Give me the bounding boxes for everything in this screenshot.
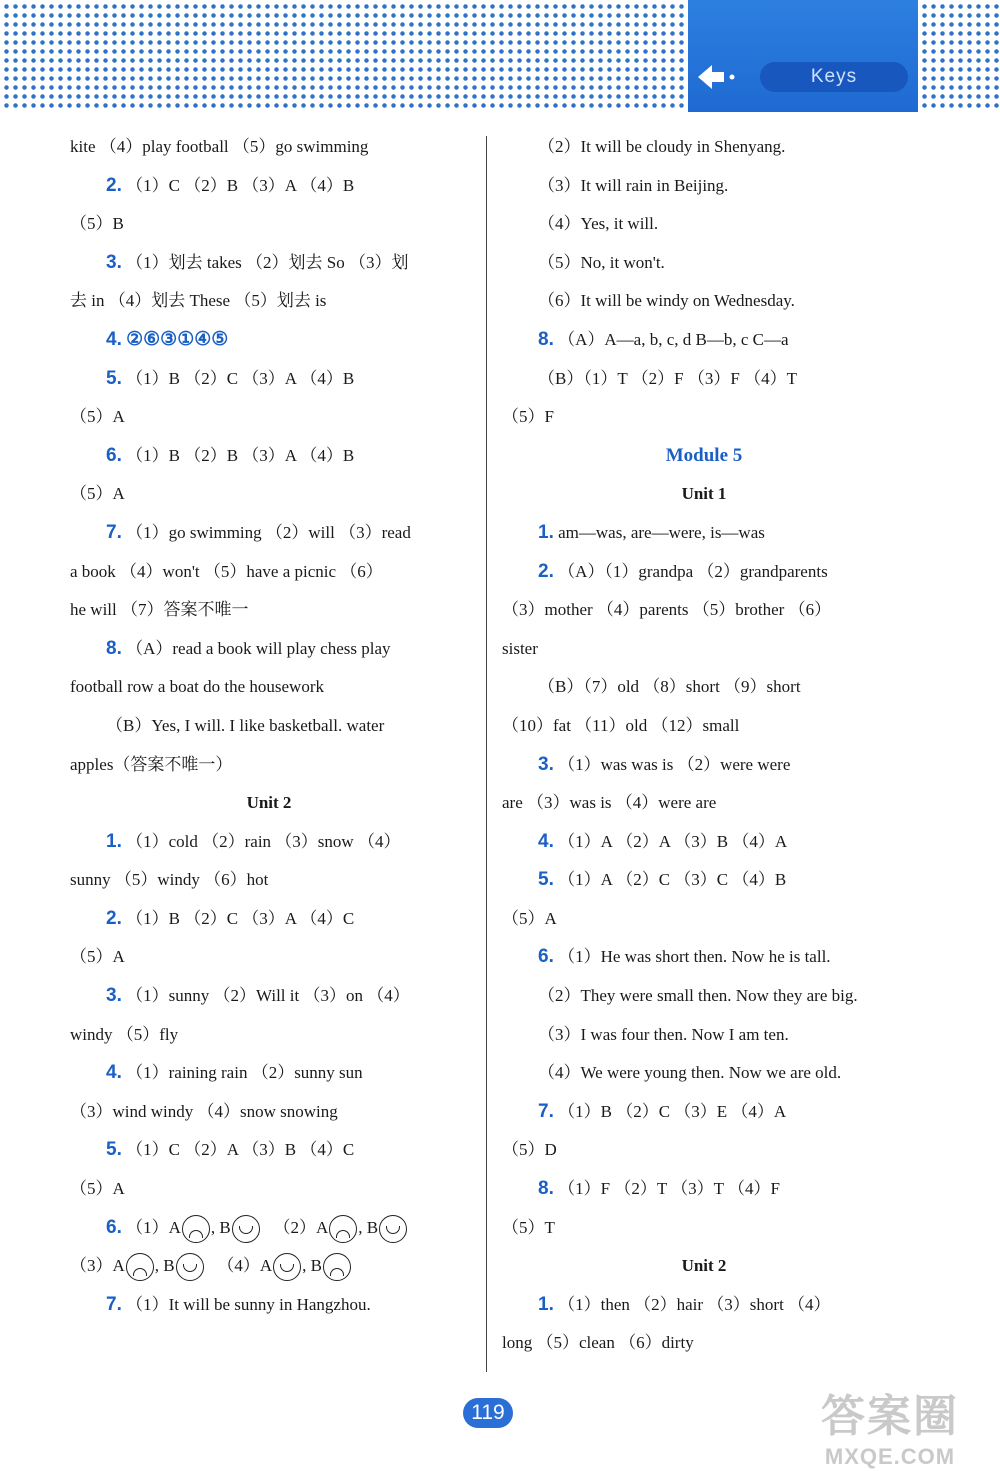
question-number: 2. xyxy=(106,907,122,929)
answer-line: （4）Yes, it will. xyxy=(538,214,659,234)
answer-line: sunny （5）windy （6）hot xyxy=(70,870,269,890)
watermark xyxy=(790,1380,990,1468)
answer-text: （1）B （2）C （3）E （4）A xyxy=(558,1101,787,1121)
right-column xyxy=(502,128,906,1363)
question-number: 5. xyxy=(106,367,122,389)
answer-text: am—was, are—were, is—was xyxy=(558,522,765,542)
sad-face-icon xyxy=(323,1253,351,1281)
happy-face-icon xyxy=(379,1215,407,1243)
happy-face-icon xyxy=(176,1253,204,1281)
question-number: 4. xyxy=(538,830,554,852)
answer-line xyxy=(70,1131,468,1170)
answer-text: （1）was was is （2）were were xyxy=(558,754,791,774)
answer-text: （1）A （2）C （3）C （4）B xyxy=(558,870,787,890)
question-number: 7. xyxy=(106,521,122,543)
answer-line xyxy=(70,1209,468,1248)
answer-line xyxy=(70,437,468,476)
answer-line: （2）They were small then. Now they are big. xyxy=(538,986,858,1006)
answer-text: , B xyxy=(154,1256,175,1276)
answer-text: （1）A xyxy=(126,1217,181,1237)
sad-face-icon xyxy=(182,1215,210,1243)
answer-text: （1）It will be sunny in Hangzhou. xyxy=(126,1294,371,1314)
question-number: 6. xyxy=(106,444,122,466)
question-number: 3. xyxy=(106,985,122,1007)
left-arrow-icon xyxy=(696,62,736,92)
answer-line: （B）（1）T （2）F （3）F （4）T xyxy=(538,368,797,388)
question-number: 1. xyxy=(106,830,122,852)
answer-line xyxy=(502,1170,906,1209)
answer-text: （1）B （2）B （3）A （4）B xyxy=(126,445,355,465)
question-number: 5. xyxy=(538,869,554,891)
watermark-logo-text: 答案圈 xyxy=(821,1392,959,1441)
answer-line xyxy=(70,630,468,669)
answer-line xyxy=(502,553,906,592)
answer-text: （1）B （2）C （3）A （4）B xyxy=(126,368,355,388)
answer-line: （5）B xyxy=(70,214,124,234)
answer-line xyxy=(70,360,468,399)
answer-text: （1）sunny （2）Will it （3）on （4） xyxy=(126,986,410,1006)
answer-line: （4）We were young then. Now we are old. xyxy=(538,1063,842,1083)
answer-line: football row a boat do the housework xyxy=(70,677,324,697)
answer-line: （5）A xyxy=(70,947,125,967)
answer-line xyxy=(70,244,468,283)
answer-line: （B）（7）old （8）short （9）short xyxy=(538,677,801,697)
watermark-url: MXQE.COM xyxy=(824,1444,956,1469)
answer-line xyxy=(502,1093,906,1132)
answer-line xyxy=(70,900,468,939)
answer-text: , B xyxy=(358,1217,379,1237)
answer-text: （1）go swimming （2）will （3）read xyxy=(126,522,411,542)
answer-line: （3）mother （4）parents （5）brother （6） xyxy=(502,600,832,620)
answer-line: （3）It will rain in Beijing. xyxy=(538,175,729,195)
answer-text: （A）read a book will play chess play xyxy=(126,638,391,658)
answer-line xyxy=(502,321,906,360)
answer-line: （6）It will be windy on Wednesday. xyxy=(538,291,795,311)
question-number: 3. xyxy=(538,753,554,775)
answer-text: （4）A xyxy=(217,1256,273,1276)
answer-line: windy （5）fly xyxy=(70,1024,179,1044)
unit-heading: Unit 2 xyxy=(246,793,292,813)
question-number: 1. xyxy=(538,1293,554,1315)
answer-line: （3）wind windy （4）snow snowing xyxy=(70,1101,338,1121)
answer-line: （5）A xyxy=(70,407,125,427)
answer-text: （1）He was short then. Now he is tall. xyxy=(558,947,831,967)
answer-text: , B xyxy=(210,1217,231,1237)
question-number: 8. xyxy=(538,1178,554,1200)
answer-line xyxy=(70,1247,468,1286)
answer-text: （1）F （2）T （3）T （4）F xyxy=(558,1179,780,1199)
answer-line: （5）No, it won't. xyxy=(538,252,665,272)
answer-line xyxy=(502,938,906,977)
answer-text: （A）（1）grandpa （2）grandparents xyxy=(558,561,828,581)
answer-line: long （5）clean （6）dirty xyxy=(502,1333,694,1353)
answer-line xyxy=(502,514,906,553)
answer-line: （5）F xyxy=(502,407,554,427)
happy-face-icon xyxy=(232,1215,260,1243)
question-number: 4. xyxy=(106,328,122,350)
answer-line xyxy=(70,823,468,862)
question-number: 2. xyxy=(538,560,554,582)
sad-face-icon xyxy=(329,1215,357,1243)
answer-line: kite （4）play football （5）go swimming xyxy=(70,137,369,156)
header-banner xyxy=(688,0,918,112)
answer-text: （1）C （2）A （3）B （4）C xyxy=(126,1140,355,1160)
answer-line xyxy=(502,746,906,785)
answer-line xyxy=(70,321,468,360)
answer-text: （1）raining rain （2）sunny sun xyxy=(126,1063,363,1083)
keys-label: Keys xyxy=(760,62,908,92)
answer-line: sister xyxy=(502,638,538,658)
answer-line: （5）A xyxy=(70,1179,125,1199)
column-divider xyxy=(486,136,487,1372)
answer-line: （5）A xyxy=(502,908,557,928)
question-number: 2. xyxy=(106,174,122,196)
unit-heading: Unit 1 xyxy=(681,484,727,504)
question-number: 5. xyxy=(106,1139,122,1161)
answer-line xyxy=(502,823,906,862)
answer-line: （10）fat （11）old （12）small xyxy=(502,715,740,735)
answer-text: （1）划去 takes （2）划去 So （3）划 xyxy=(126,252,409,272)
answer-line: （5）D xyxy=(502,1140,557,1160)
answer-line: a book （4）won't （5）have a picnic （6） xyxy=(70,561,383,581)
answer-line: （B）Yes, I will. I like basketball. water xyxy=(106,715,385,735)
answer-text: （1）cold （2）rain （3）snow （4） xyxy=(126,831,401,851)
answer-line: are （3）was is （4）were are xyxy=(502,793,717,813)
answer-line: （5）T xyxy=(502,1217,555,1237)
question-number: 7. xyxy=(106,1293,122,1315)
header-dot-pattern-right xyxy=(918,0,1000,112)
answer-line xyxy=(502,1286,906,1325)
answer-line: apples（答案不唯一） xyxy=(70,754,233,774)
question-number: 6. xyxy=(538,946,554,968)
header-dot-pattern xyxy=(0,0,688,112)
answer-text: （2）A xyxy=(273,1217,329,1237)
question-number: 4. xyxy=(106,1062,122,1084)
answer-line: （2）It will be cloudy in Shenyang. xyxy=(538,137,786,156)
answer-line: （5）A xyxy=(70,484,125,504)
answer-line xyxy=(70,1054,468,1093)
answer-text: （A）A—a, b, c, d B—b, c C—a xyxy=(558,329,789,349)
question-number: 6. xyxy=(106,1216,122,1238)
question-number: 8. xyxy=(538,328,554,350)
question-number: 3. xyxy=(106,251,122,273)
answer-text: （3）A xyxy=(70,1256,125,1276)
answer-text: , B xyxy=(302,1256,322,1276)
page-number: 119 xyxy=(463,1398,513,1428)
question-number: 1. xyxy=(538,521,554,543)
answer-text: （1）B （2）C （3）A （4）C xyxy=(126,908,355,928)
answer-line xyxy=(70,977,468,1016)
answer-line: 去 in （4）划去 These （5）划去 is xyxy=(70,291,327,311)
module-heading: Module 5 xyxy=(665,444,743,466)
answer-line xyxy=(502,861,906,900)
answer-line xyxy=(70,167,468,206)
answer-text: ②⑥③①④⑤ xyxy=(126,328,229,350)
answer-line: （3）I was four then. Now I am ten. xyxy=(538,1024,789,1044)
answer-line xyxy=(70,1286,468,1325)
happy-face-icon xyxy=(273,1253,301,1281)
answer-line xyxy=(70,514,468,553)
answer-line: he will （7）答案不唯一 xyxy=(70,600,249,620)
answer-text: （1）A （2）A （3）B （4）A xyxy=(558,831,788,851)
unit-heading: Unit 2 xyxy=(681,1256,727,1276)
answer-text: （1）then （2）hair （3）short （4） xyxy=(558,1294,831,1314)
sad-face-icon xyxy=(126,1253,154,1281)
left-column xyxy=(70,128,468,1324)
question-number: 7. xyxy=(538,1100,554,1122)
question-number: 8. xyxy=(106,637,122,659)
answer-text: （1）C （2）B （3）A （4）B xyxy=(126,175,355,195)
